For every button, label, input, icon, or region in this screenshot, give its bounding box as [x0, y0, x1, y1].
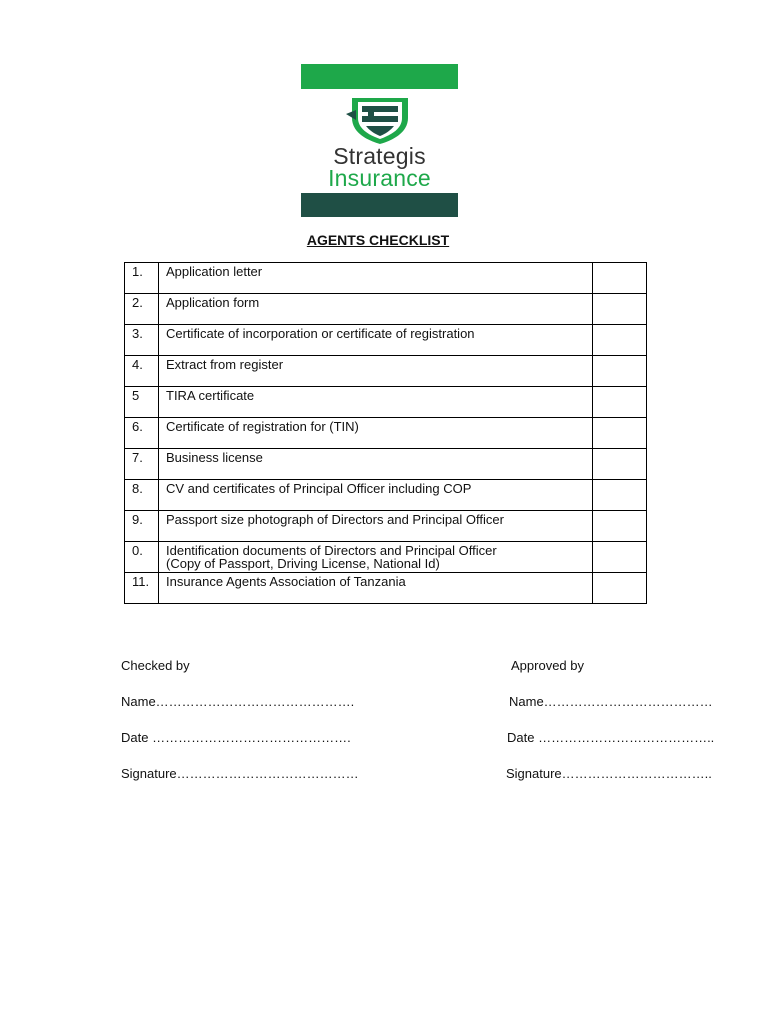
checklist-tick-box[interactable] — [593, 263, 647, 294]
checklist-item-number: 2. — [125, 294, 159, 325]
checklist-row — [125, 387, 647, 418]
checklist-item-cell — [159, 573, 593, 604]
checked-by-name-field: Name………………………………………. — [121, 694, 355, 709]
checklist-item-cell — [159, 449, 593, 480]
checklist-item-number: 0. — [125, 542, 159, 573]
checklist-item-text: Application letter — [166, 264, 263, 279]
checklist-row — [125, 294, 647, 325]
checklist-item-text: CV and certificates of Principal Officer including COP — [166, 481, 472, 496]
checked-by-heading: Checked by — [121, 658, 190, 673]
approved-by-date-field: Date ………………………………….. — [507, 730, 715, 745]
checklist-item-number: 4. — [125, 356, 159, 387]
checklist-item-number: 9. — [125, 511, 159, 542]
checklist-row — [125, 356, 647, 387]
checklist-item-text: Passport size photograph of Directors and Principal Officer — [166, 512, 504, 527]
shield-emblem-icon — [344, 92, 416, 144]
checklist-tick-box[interactable] — [593, 573, 647, 604]
checklist-item-number: 8. — [125, 480, 159, 511]
checklist-item-text: Insurance Agents Association of Tanzania — [166, 574, 406, 589]
checklist-item-text: TIRA certificate — [166, 388, 255, 403]
checklist-tick-box[interactable] — [593, 294, 647, 325]
checklist-item-cell — [159, 325, 593, 356]
document-title: AGENTS CHECKLIST — [306, 232, 450, 248]
checklist-item-cell — [159, 418, 593, 449]
approved-by-heading: Approved by — [511, 658, 584, 673]
checklist-item-text: Business license — [166, 450, 263, 465]
checklist-item-cell — [159, 294, 593, 325]
checklist-item-cell — [159, 542, 593, 573]
checklist-item-cell — [159, 356, 593, 387]
checklist-item-cell — [159, 480, 593, 511]
checklist-item-text: Identification documents of Directors and Principal Officer — [166, 543, 497, 558]
checklist-item-text: Certificate of registration for (TIN) — [166, 419, 359, 434]
checklist-tick-box[interactable] — [593, 511, 647, 542]
checklist-row — [125, 418, 647, 449]
checklist-item-number: 11. — [125, 573, 159, 604]
checklist-item-number: 1. — [125, 263, 159, 294]
checked-by-signature-field: Signature…………………………………… — [121, 766, 359, 781]
checklist-tick-box[interactable] — [593, 387, 647, 418]
checklist-item-number: 6. — [125, 418, 159, 449]
checklist-row — [125, 542, 647, 573]
checklist-row — [125, 449, 647, 480]
checklist-tick-box[interactable] — [593, 418, 647, 449]
checklist-tick-box[interactable] — [593, 542, 647, 573]
approved-by-signature-field: Signature…………………………….. — [506, 766, 712, 781]
checklist-tick-box[interactable] — [593, 480, 647, 511]
checklist-item-number: 7. — [125, 449, 159, 480]
checklist-item-cell — [159, 511, 593, 542]
checklist-item-cell — [159, 387, 593, 418]
brand-name-line2: Insurance — [328, 165, 431, 191]
checklist-item-number: 3. — [125, 325, 159, 356]
logo-top-bar — [301, 64, 458, 89]
checked-by-date-field: Date ………………………………………. — [121, 730, 351, 745]
checklist-item-text: Application form — [166, 295, 260, 310]
logo-bottom-bar — [301, 193, 458, 217]
checklist-row — [125, 511, 647, 542]
checklist-tick-box[interactable] — [593, 449, 647, 480]
checklist-row — [125, 480, 647, 511]
checklist-item-text: Certificate of incorporation or certificate of registration — [166, 326, 475, 341]
agents-checklist-table — [124, 262, 647, 604]
checklist-item-cell — [159, 263, 593, 294]
checklist-item-text-line2: (Copy of Passport, Driving License, National Id) — [166, 556, 440, 571]
checklist-body — [125, 263, 647, 604]
checklist-row — [125, 263, 647, 294]
checklist-item-text: Extract from register — [166, 357, 284, 372]
brand-name-line1: Strategis — [333, 143, 426, 169]
checklist-row — [125, 573, 647, 604]
checklist-row — [125, 325, 647, 356]
approved-by-name-field: Name………………………………… — [509, 694, 713, 709]
checklist-tick-box[interactable] — [593, 356, 647, 387]
checklist-tick-box[interactable] — [593, 325, 647, 356]
checklist-item-number: 5 — [125, 387, 159, 418]
company-logo — [301, 64, 458, 217]
